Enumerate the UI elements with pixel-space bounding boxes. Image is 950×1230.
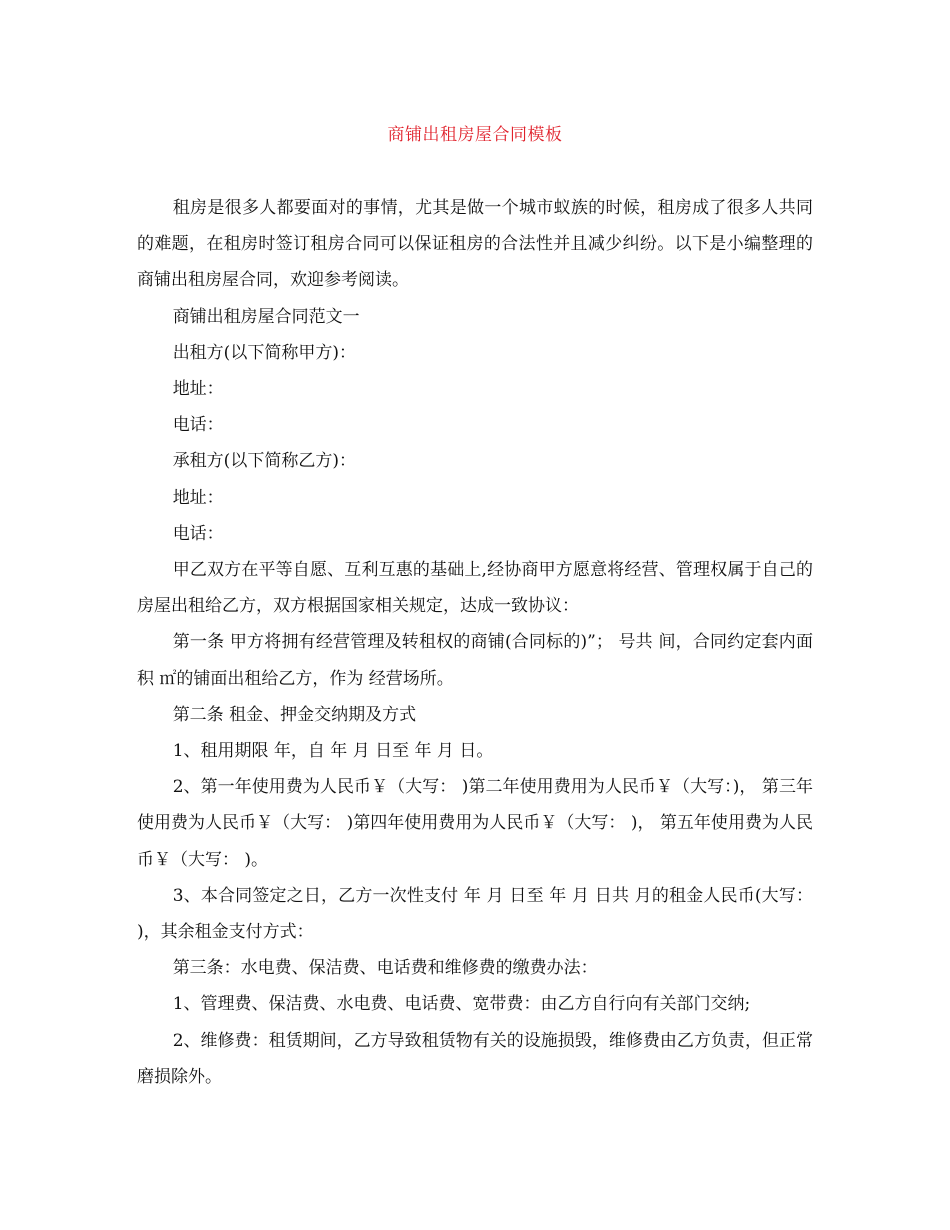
paragraph-lessee-phone: 电话： <box>172 523 224 544</box>
document-body <box>137 190 813 1095</box>
paragraph-lessee: 承租方(以下简称乙方)： <box>172 451 356 472</box>
paragraph-article-2-item-3: 3、本合同签定之日，乙方一次性支付 年 月 日至 年 月 日共 月的租金人民币(大写： )，其余租金支付方式： <box>137 885 813 943</box>
paragraph-article-1: 第一条 甲方将拥有经营管理及转租权的商铺(合同标的)”； 号共 间，合同约定套内面积 ㎡的铺面出租给乙方，作为 经营场所。 <box>137 632 813 689</box>
paragraph-article-3-item-2: 2、维修费：租赁期间，乙方导致租赁物有关的设施损毁，维修费由乙方负责，但正常磨损除外。 <box>137 1030 813 1087</box>
paragraph-lessee-address: 地址： <box>172 487 224 508</box>
paragraph-article-3-item-1: 1、管理费、保洁费、水电费、电话费、宽带费：由乙方自行向有关部门交纳; <box>172 994 751 1015</box>
paragraph-intro: 租房是很多人都要面对的事情，尤其是做一个城市蚁族的时候，租房成了很多人共同的难题，在租房时签订租房合同可以保证租房的合法性并且减少纠纷。以下是小编整理的商铺出租房屋合同，欢迎参考阅读。 <box>137 198 813 291</box>
paragraph-article-3-heading: 第三条：水电费、保洁费、电话费和维修费的缴费办法： <box>172 958 598 979</box>
paragraph-lessor-address: 地址： <box>172 379 224 400</box>
paragraph-article-2-item-1: 1、租用期限 年，自 年 月 日至 年 月 日。 <box>172 741 494 762</box>
document-title: 商铺出租房屋合同模板 <box>387 125 563 145</box>
paragraph-lessor-phone: 电话： <box>172 415 224 436</box>
paragraph-lessor: 出租方(以下简称甲方)： <box>172 342 356 363</box>
paragraph-article-2-item-2: 2、第一年使用费为人民币￥（大写： )第二年使用费用为人民币￥（大写：)， 第三年使用费为人民币￥（大写： )第四年使用费用为人民币￥（大写： )， 第五年使用费为人民币￥（大写： )。 <box>137 777 813 870</box>
paragraph-agreement: 甲乙双方在平等自愿、互利互惠的基础上,经协商甲方愿意将经营、管理权属于自己的房屋出租给乙方，双方根据国家相关规定，达成一致协议： <box>137 560 813 617</box>
paragraph-article-2-heading: 第二条 租金、押金交纳期及方式 <box>172 704 417 725</box>
paragraph-sample-heading: 商铺出租房屋合同范文一 <box>172 306 360 327</box>
